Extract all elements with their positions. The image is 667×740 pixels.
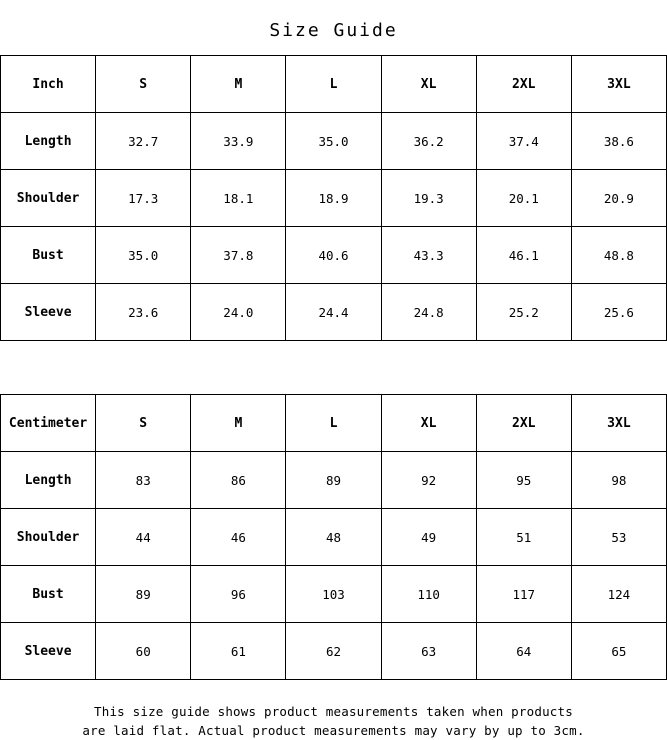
size-header-xl: XL: [381, 395, 476, 452]
cell-sleeve-2xl: 64: [476, 623, 571, 680]
cell-length-3xl: 38.6: [571, 113, 666, 170]
table-row: [1, 227, 667, 284]
row-label-sleeve: Sleeve: [1, 284, 96, 341]
table-row: [1, 284, 667, 341]
cell-bust-3xl: 124: [571, 566, 666, 623]
cell-sleeve-s: 60: [96, 623, 191, 680]
cell-sleeve-l: 62: [286, 623, 381, 680]
footer-note-line-1: This size guide shows product measurements taken when products: [94, 704, 573, 719]
cell-bust-m: 37.8: [191, 227, 286, 284]
size-header-2xl: 2XL: [476, 56, 571, 113]
cell-shoulder-3xl: 53: [571, 509, 666, 566]
cell-bust-l: 40.6: [286, 227, 381, 284]
table-row: [1, 623, 667, 680]
row-label-sleeve: Sleeve: [1, 623, 96, 680]
size-header-m: M: [191, 395, 286, 452]
footer-note: [0, 680, 667, 740]
cell-sleeve-l: 24.4: [286, 284, 381, 341]
table-spacer: [0, 341, 667, 394]
cell-bust-xl: 43.3: [381, 227, 476, 284]
cell-bust-2xl: 117: [476, 566, 571, 623]
cell-sleeve-xl: 63: [381, 623, 476, 680]
cell-shoulder-xl: 19.3: [381, 170, 476, 227]
size-header-l: L: [286, 56, 381, 113]
table-row: [1, 113, 667, 170]
cell-shoulder-2xl: 20.1: [476, 170, 571, 227]
cell-shoulder-s: 17.3: [96, 170, 191, 227]
table-row: [1, 509, 667, 566]
cell-length-2xl: 37.4: [476, 113, 571, 170]
cell-shoulder-xl: 49: [381, 509, 476, 566]
cell-length-m: 33.9: [191, 113, 286, 170]
row-label-bust: Bust: [1, 227, 96, 284]
cell-shoulder-l: 18.9: [286, 170, 381, 227]
centimeter-size-table: [0, 394, 667, 680]
size-header-3xl: 3XL: [571, 395, 666, 452]
row-label-bust: Bust: [1, 566, 96, 623]
cell-sleeve-xl: 24.8: [381, 284, 476, 341]
cell-bust-s: 35.0: [96, 227, 191, 284]
footer-note-line-2: are laid flat. Actual product measurements may vary by up to 3cm.: [82, 723, 585, 738]
size-header-2xl: 2XL: [476, 395, 571, 452]
size-header-m: M: [191, 56, 286, 113]
size-header-xl: XL: [381, 56, 476, 113]
cell-length-3xl: 98: [571, 452, 666, 509]
unit-header: Inch: [1, 56, 96, 113]
cell-sleeve-s: 23.6: [96, 284, 191, 341]
table-row: [1, 170, 667, 227]
cell-length-2xl: 95: [476, 452, 571, 509]
cell-sleeve-m: 24.0: [191, 284, 286, 341]
cell-length-s: 83: [96, 452, 191, 509]
cell-sleeve-3xl: 25.6: [571, 284, 666, 341]
row-label-length: Length: [1, 113, 96, 170]
cell-length-xl: 36.2: [381, 113, 476, 170]
cell-sleeve-3xl: 65: [571, 623, 666, 680]
size-header-s: S: [96, 395, 191, 452]
table-header-row: [1, 56, 667, 113]
cell-bust-3xl: 48.8: [571, 227, 666, 284]
cell-bust-xl: 110: [381, 566, 476, 623]
size-header-l: L: [286, 395, 381, 452]
table-row: [1, 566, 667, 623]
row-label-length: Length: [1, 452, 96, 509]
cell-shoulder-3xl: 20.9: [571, 170, 666, 227]
cell-sleeve-m: 61: [191, 623, 286, 680]
cell-bust-l: 103: [286, 566, 381, 623]
cell-bust-2xl: 46.1: [476, 227, 571, 284]
size-header-s: S: [96, 56, 191, 113]
cell-length-m: 86: [191, 452, 286, 509]
table-header-row: [1, 395, 667, 452]
cell-shoulder-m: 18.1: [191, 170, 286, 227]
table-row: [1, 452, 667, 509]
row-label-shoulder: Shoulder: [1, 170, 96, 227]
unit-header: Centimeter: [1, 395, 96, 452]
cell-shoulder-2xl: 51: [476, 509, 571, 566]
page-title: Size Guide: [269, 20, 398, 41]
row-label-shoulder: Shoulder: [1, 509, 96, 566]
cell-length-xl: 92: [381, 452, 476, 509]
cell-length-l: 89: [286, 452, 381, 509]
cell-sleeve-2xl: 25.2: [476, 284, 571, 341]
cell-shoulder-s: 44: [96, 509, 191, 566]
cell-shoulder-l: 48: [286, 509, 381, 566]
cell-length-l: 35.0: [286, 113, 381, 170]
cell-length-s: 32.7: [96, 113, 191, 170]
cell-bust-s: 89: [96, 566, 191, 623]
cell-bust-m: 96: [191, 566, 286, 623]
size-header-3xl: 3XL: [571, 56, 666, 113]
inch-size-table: [0, 55, 667, 341]
cell-shoulder-m: 46: [191, 509, 286, 566]
